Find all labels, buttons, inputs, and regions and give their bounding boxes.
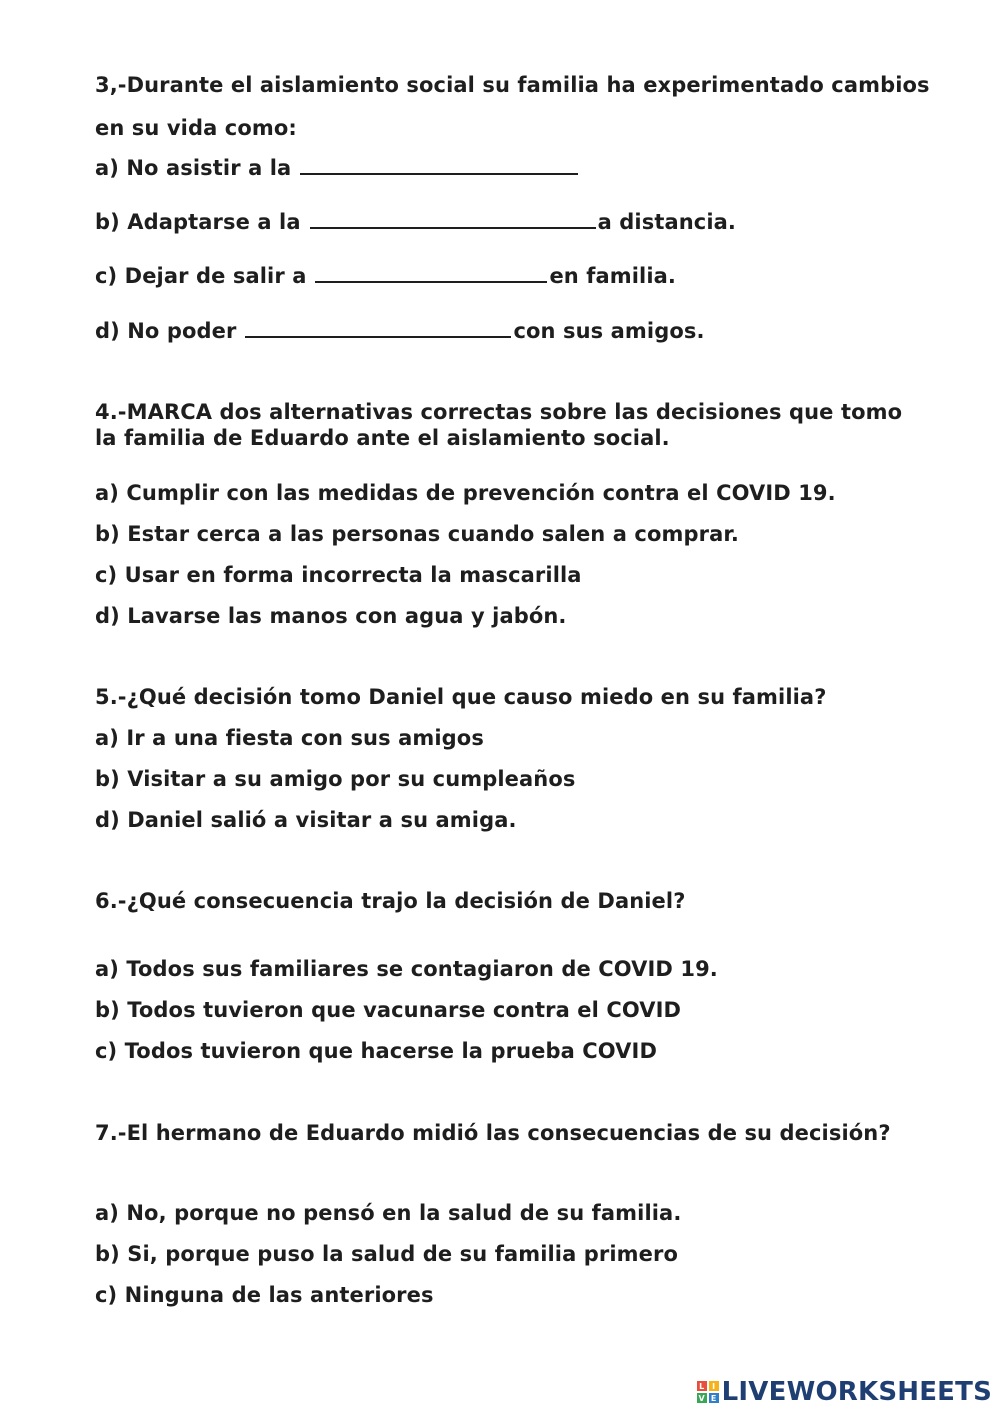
q4-question-line1: 4.-MARCA dos alternativas correctas sobre las decisiones que tomo — [95, 400, 903, 424]
liveworksheets-wordmark: LIVEWORKSHEETS — [721, 1377, 992, 1407]
logo-tile-v: V — [698, 1393, 705, 1403]
q4-option-a[interactable]: a) Cumplir con las medidas de prevención contra el COVID 19. — [95, 481, 836, 505]
q3-blank-d[interactable] — [245, 318, 511, 338]
q3-blank-a[interactable] — [300, 155, 578, 175]
q3-question-line1: 3,-Durante el aislamiento social su familia ha experimentado cambios — [95, 73, 930, 97]
q3-option-c-suffix: en familia. — [549, 264, 677, 288]
liveworksheets-logo — [697, 1377, 992, 1407]
q4-option-c[interactable]: c) Usar en forma incorrecta la mascarilla — [95, 563, 582, 587]
logo-tile-l: L — [697, 1381, 707, 1391]
q3-option-d-suffix: con sus amigos. — [513, 319, 705, 343]
q3-option-d — [95, 318, 705, 344]
q7-option-c[interactable]: c) Ninguna de las anteriores — [95, 1283, 434, 1307]
q7-option-a[interactable]: a) No, porque no pensó en la salud de su familia. — [95, 1201, 682, 1225]
q3-option-c — [95, 263, 676, 289]
liveworksheets-icon — [697, 1381, 719, 1403]
q6-option-c[interactable]: c) Todos tuvieron que hacerse la prueba COVID — [95, 1039, 657, 1063]
q3-option-d-text: d) No poder — [95, 319, 237, 343]
q5-option-d[interactable]: d) Daniel salió a visitar a su amiga. — [95, 808, 517, 832]
q5-option-b[interactable]: b) Visitar a su amigo por su cumpleaños — [95, 767, 576, 791]
logo-tile-i: I — [709, 1381, 719, 1391]
q3-option-c-text: c) Dejar de salir a — [95, 264, 307, 288]
q6-option-b[interactable]: b) Todos tuvieron que vacunarse contra el COVID — [95, 998, 682, 1022]
q3-option-a — [95, 155, 580, 181]
q3-option-b-suffix: a distancia. — [597, 210, 736, 234]
q4-question-line2: la familia de Eduardo ante el aislamiento social. — [95, 426, 670, 450]
q3-question-line2: en su vida como: — [95, 116, 297, 140]
q3-blank-b[interactable] — [310, 209, 596, 229]
q4-option-b[interactable]: b) Estar cerca a las personas cuando salen a comprar. — [95, 522, 739, 546]
q7-question: 7.-El hermano de Eduardo midió las consecuencias de su decisión? — [95, 1121, 891, 1145]
q3-option-b-text: b) Adaptarse a la — [95, 210, 301, 234]
q7-option-b[interactable]: b) Si, porque puso la salud de su familia primero — [95, 1242, 678, 1266]
q5-option-a[interactable]: a) Ir a una fiesta con sus amigos — [95, 726, 484, 750]
q5-question: 5.-¿Qué decisión tomo Daniel que causo miedo en su familia? — [95, 685, 827, 709]
q4-option-d[interactable]: d) Lavarse las manos con agua y jabón. — [95, 604, 567, 628]
logo-tile-e: E — [709, 1393, 719, 1403]
q3-option-b — [95, 209, 736, 235]
q6-option-a[interactable]: a) Todos sus familiares se contagiaron de COVID 19. — [95, 957, 718, 981]
q3-blank-c[interactable] — [315, 263, 547, 283]
q6-question: 6.-¿Qué consecuencia trajo la decisión de Daniel? — [95, 889, 686, 913]
q3-option-a-text: a) No asistir a la — [95, 156, 292, 180]
